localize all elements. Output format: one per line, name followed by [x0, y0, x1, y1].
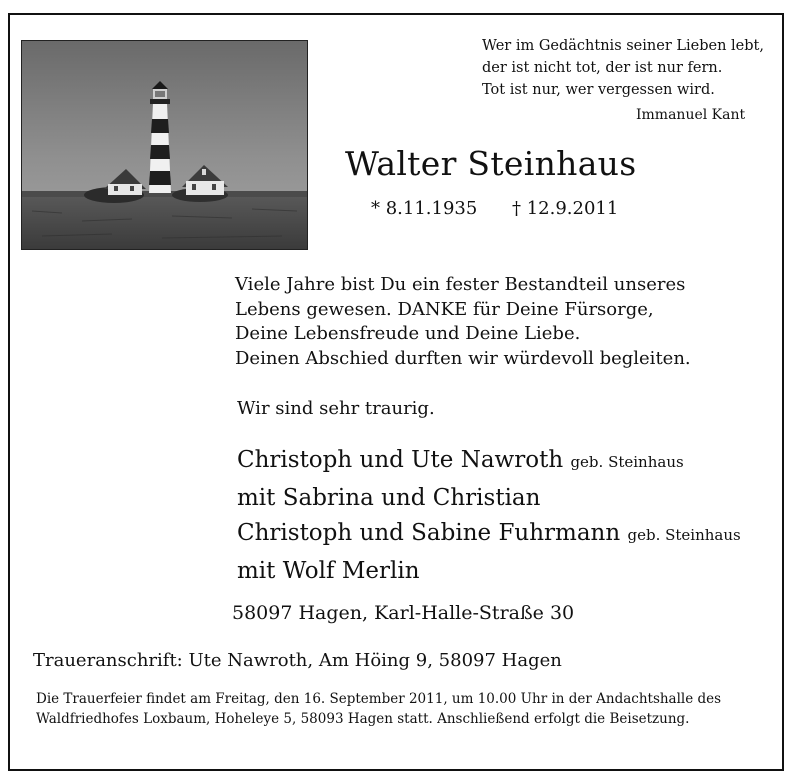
lighthouse-icon: [22, 41, 308, 250]
family-entry: [237, 554, 777, 590]
family-note: geb. Steinhaus: [570, 453, 684, 471]
message-line: Deine Lebensfreude und Deine Liebe.: [235, 323, 581, 344]
death-date: † 12.9.2011: [512, 198, 619, 219]
ceremony-line: Die Trauerfeier findet am Freitag, den 16. September 2011, um 10.00 Uhr in der Andachtshalle des: [36, 691, 722, 707]
quote-line: der ist nicht tot, der ist nur fern.: [482, 60, 723, 76]
family-name: mit Sabrina und Christian: [237, 484, 541, 511]
birth-date: * 8.11.1935: [371, 198, 478, 219]
quote-line: Tot ist nur, wer vergessen wird.: [482, 82, 715, 98]
mourning-address: Traueranschrift: Ute Nawroth, Am Höing 9, 58097 Hagen: [33, 650, 562, 671]
message-line: Deinen Abschied durften wir würdevoll begleiten.: [235, 347, 691, 369]
message-line: Lebens gewesen. DANKE für Deine Fürsorge,: [235, 298, 654, 320]
family-name: mit Wolf Merlin: [237, 557, 420, 584]
family-name: Christoph und Ute Nawroth: [237, 447, 564, 473]
family-note: geb. Steinhaus: [627, 526, 741, 544]
family-entry: [237, 516, 777, 554]
lighthouse-photo: [21, 40, 308, 250]
ceremony-line: Waldfriedhofes Loxbaum, Hoheleye 5, 58093 Hagen statt. Anschließend erfolgt die Beisetzung.: [36, 711, 690, 727]
family-list: [237, 443, 777, 589]
deceased-name: Walter Steinhaus: [345, 144, 637, 183]
closing-line: Wir sind sehr traurig.: [237, 398, 435, 419]
family-entry: [237, 481, 777, 517]
family-address: 58097 Hagen, Karl-Halle-Straße 30: [232, 602, 575, 624]
quote-author: Immanuel Kant: [636, 107, 746, 123]
quote-line: Wer im Gedächtnis seiner Lieben lebt,: [482, 38, 764, 54]
farewell-message: [235, 273, 755, 371]
quote: [482, 35, 772, 101]
family-name: Christoph und Sabine Fuhrmann: [237, 520, 621, 546]
family-entry: [237, 443, 777, 481]
ceremony-info: [36, 689, 776, 729]
message-line: Viele Jahre bist Du ein fester Bestandteil unseres: [235, 274, 686, 295]
